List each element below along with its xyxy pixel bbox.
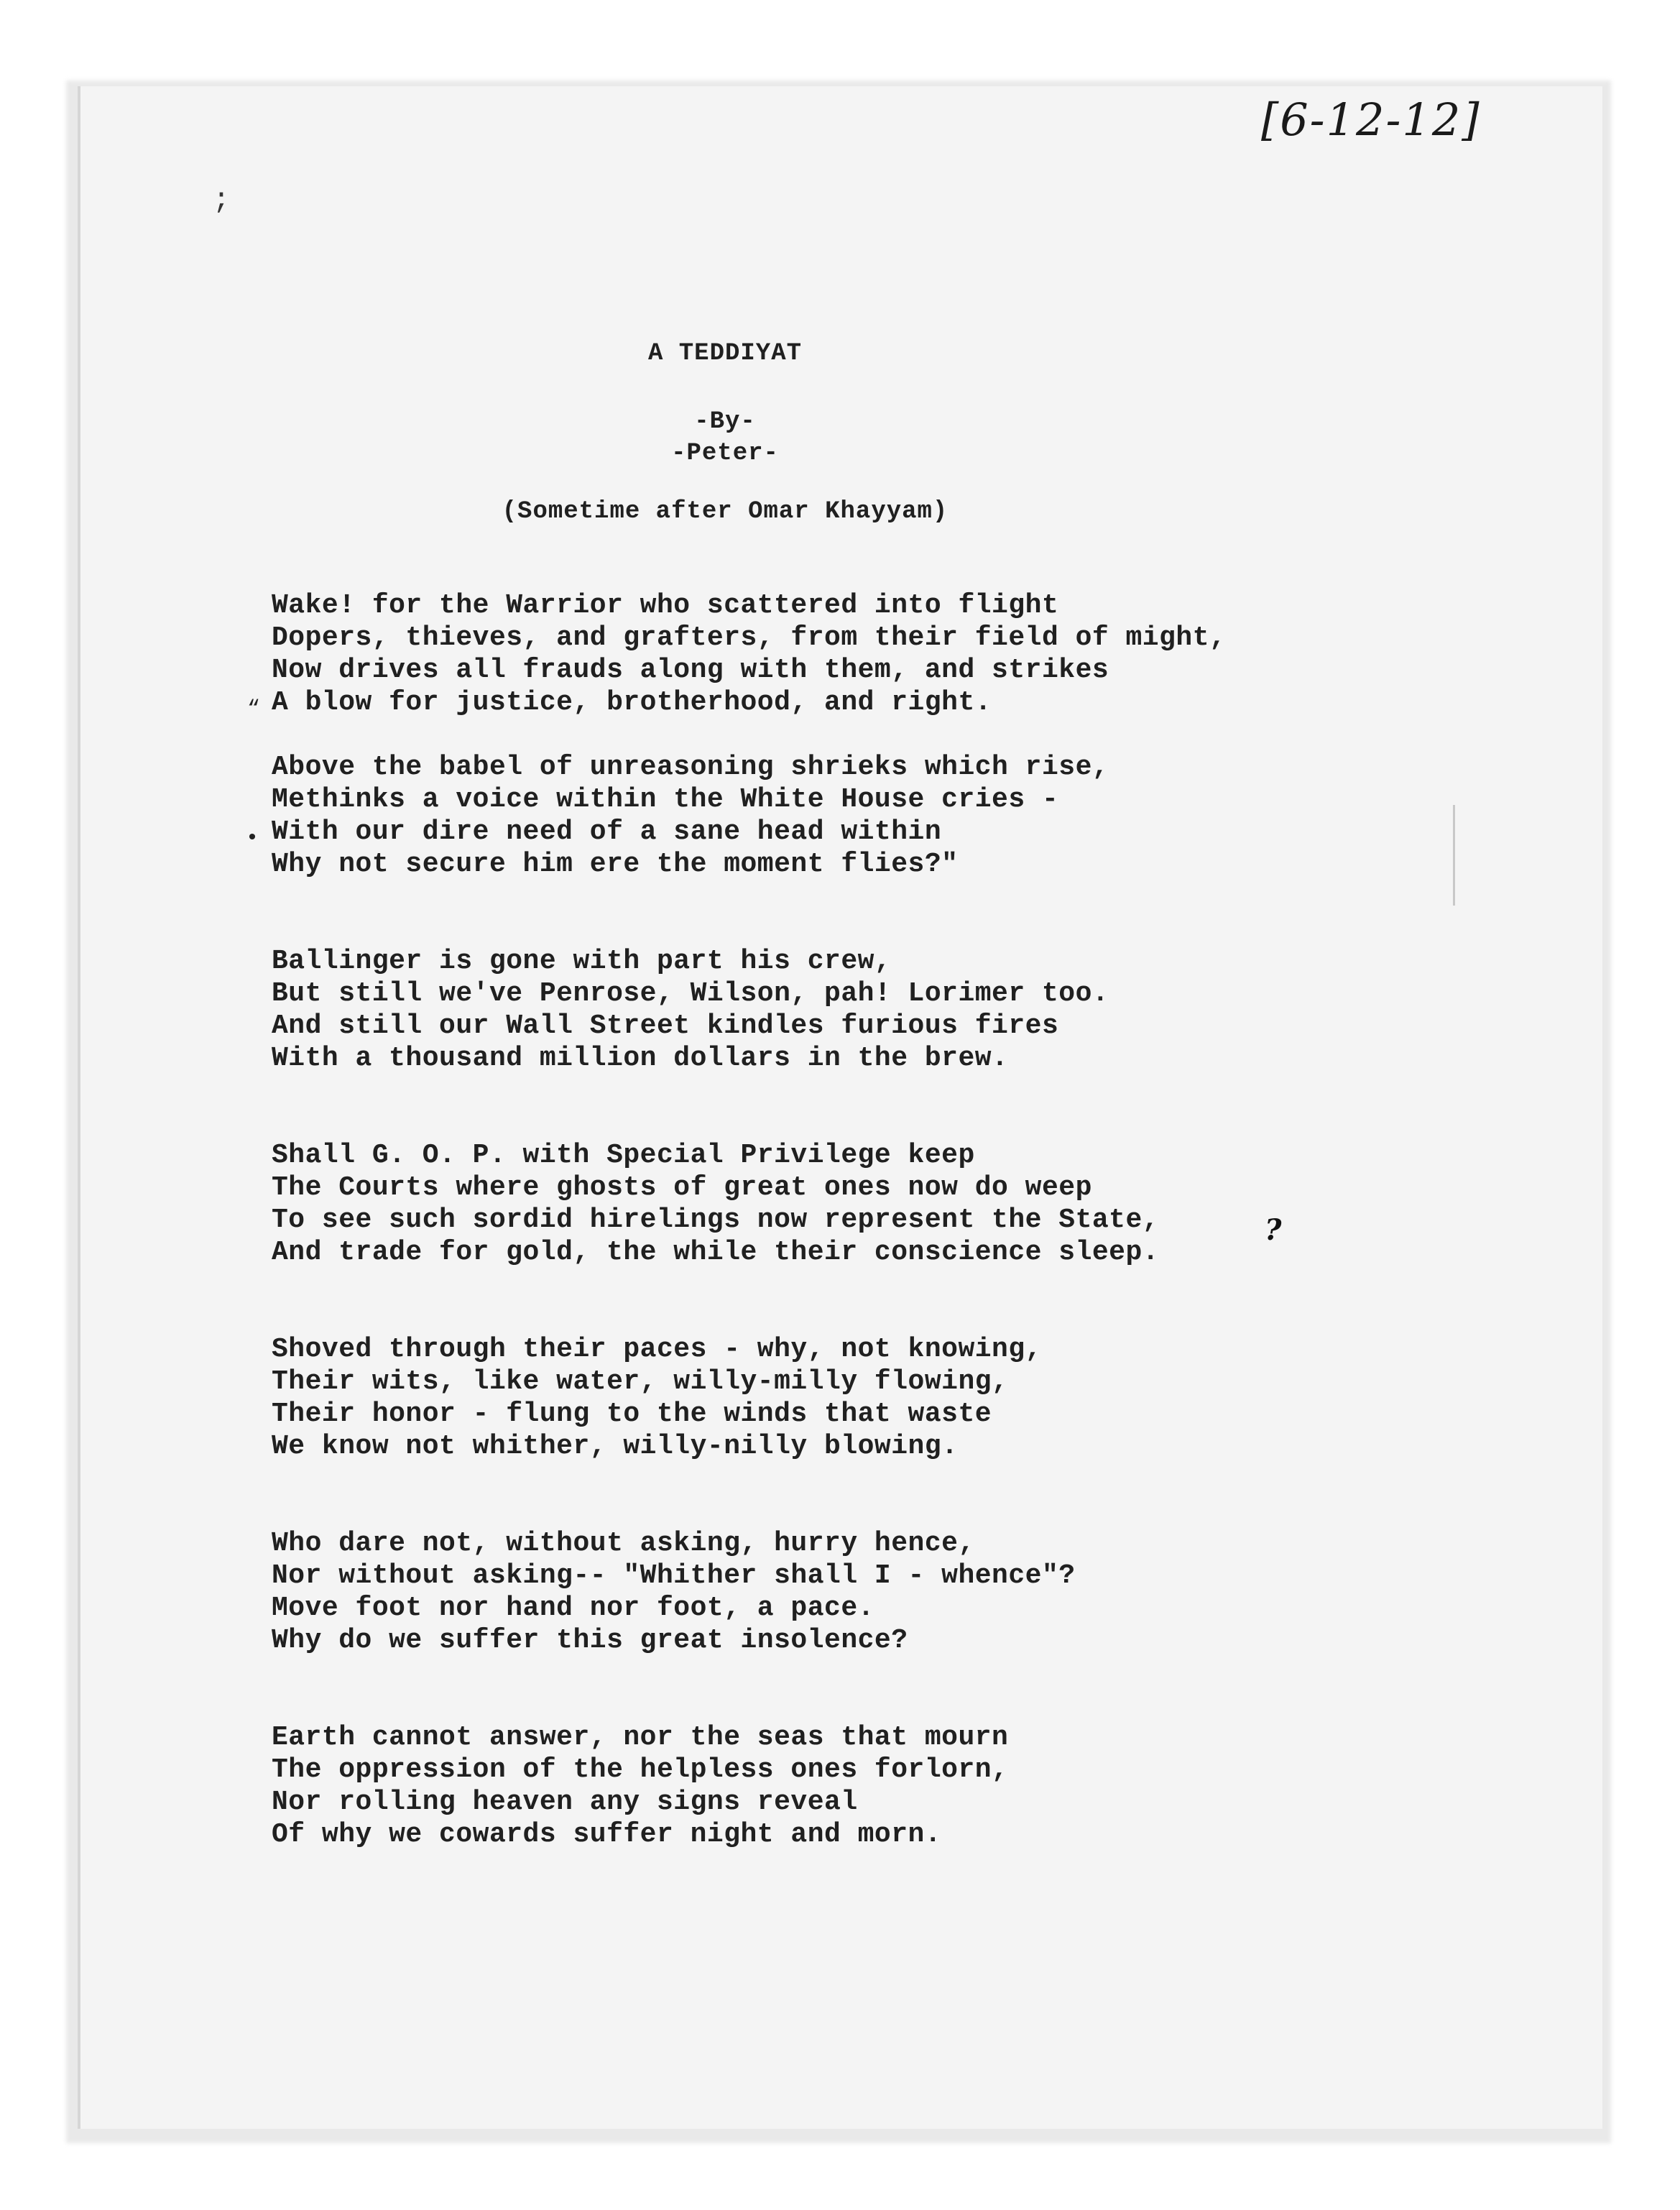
author-name: -Peter- xyxy=(671,440,779,467)
poem-line: Of why we cowards suffer night and morn. xyxy=(272,1819,942,1850)
stanza-6 xyxy=(272,1527,1565,1657)
poem-line: With our dire need of a sane head within xyxy=(272,816,942,847)
stanza-7 xyxy=(272,1721,1565,1851)
document-title: A TEDDIYAT xyxy=(647,340,803,367)
poem-line: To see such sordid hirelings now represent the State, xyxy=(272,1205,1160,1235)
poem-line: Wake! for the Warrior who scattered into flight xyxy=(272,590,1059,621)
poem-line: Why not secure him ere the moment flies?" xyxy=(272,849,959,880)
poem-line: And still our Wall Street kindles furious fires xyxy=(272,1010,1059,1041)
poem-line: Ballinger is gone with part his crew, xyxy=(272,946,892,977)
stanza-5 xyxy=(272,1333,1565,1463)
poem-body xyxy=(272,589,1565,1851)
poem-line: Now drives all frauds along with them, and strikes xyxy=(272,655,1109,686)
stanza-1 xyxy=(272,589,1565,719)
handwritten-question-mark: ? xyxy=(1265,1213,1282,1247)
poem-line: We know not whither, willy-nilly blowing. xyxy=(272,1431,959,1462)
stanza-4 xyxy=(272,1139,1565,1269)
poem-line: The Courts where ghosts of great ones now do weep xyxy=(272,1172,1092,1203)
poem-line: And trade for gold, the while their conscience sleep. xyxy=(272,1237,1160,1268)
stanza-2-margin-mark: • xyxy=(246,827,259,851)
poem-line: Why do we suffer this great insolence? xyxy=(272,1625,908,1656)
stanza-2 xyxy=(272,751,1565,880)
poem-line: Move foot nor hand nor foot, a pace. xyxy=(272,1593,874,1624)
poem-line: Shoved through their paces - why, not knowing, xyxy=(272,1334,1042,1365)
poem-line: The oppression of the helpless ones forlorn, xyxy=(272,1754,1009,1785)
poem-line: Methinks a voice within the White House cries - xyxy=(272,784,1059,815)
poem-line: Nor without asking-- "Whither shall I - whence"? xyxy=(272,1560,1076,1591)
poem-line: A blow for justice, brotherhood, and right. xyxy=(272,687,992,718)
poem-line: Dopers, thieves, and grafters, from their field of might, xyxy=(272,622,1227,653)
poem-line: Nor rolling heaven any signs reveal xyxy=(272,1787,858,1818)
poem-line: Earth cannot answer, nor the seas that mourn xyxy=(272,1722,1009,1753)
poem-line: But still we've Penrose, Wilson, pah! Lorimer too. xyxy=(272,978,1109,1009)
poem-line: With a thousand million dollars in the brew. xyxy=(272,1043,1009,1074)
document-subtitle: (Sometime after Omar Khayyam) xyxy=(502,498,949,525)
stanza-1-margin-mark: “ xyxy=(247,697,261,722)
poem-line: Their honor - flung to the winds that waste xyxy=(272,1399,992,1429)
poem-line: Who dare not, without asking, hurry hence, xyxy=(272,1528,975,1559)
poem-line: Shall G. O. P. with Special Privilege keep xyxy=(272,1140,975,1171)
poem-line: Above the babel of unreasoning shrieks which rise, xyxy=(272,752,1109,783)
byline-label: -By- xyxy=(694,408,756,436)
poem-line: Their wits, like water, willy-milly flowing, xyxy=(272,1366,1009,1397)
stanza-3 xyxy=(272,945,1565,1074)
handwritten-date-note: [6-12-12] xyxy=(1261,93,1481,146)
left-margin-mark: ; xyxy=(213,185,231,217)
